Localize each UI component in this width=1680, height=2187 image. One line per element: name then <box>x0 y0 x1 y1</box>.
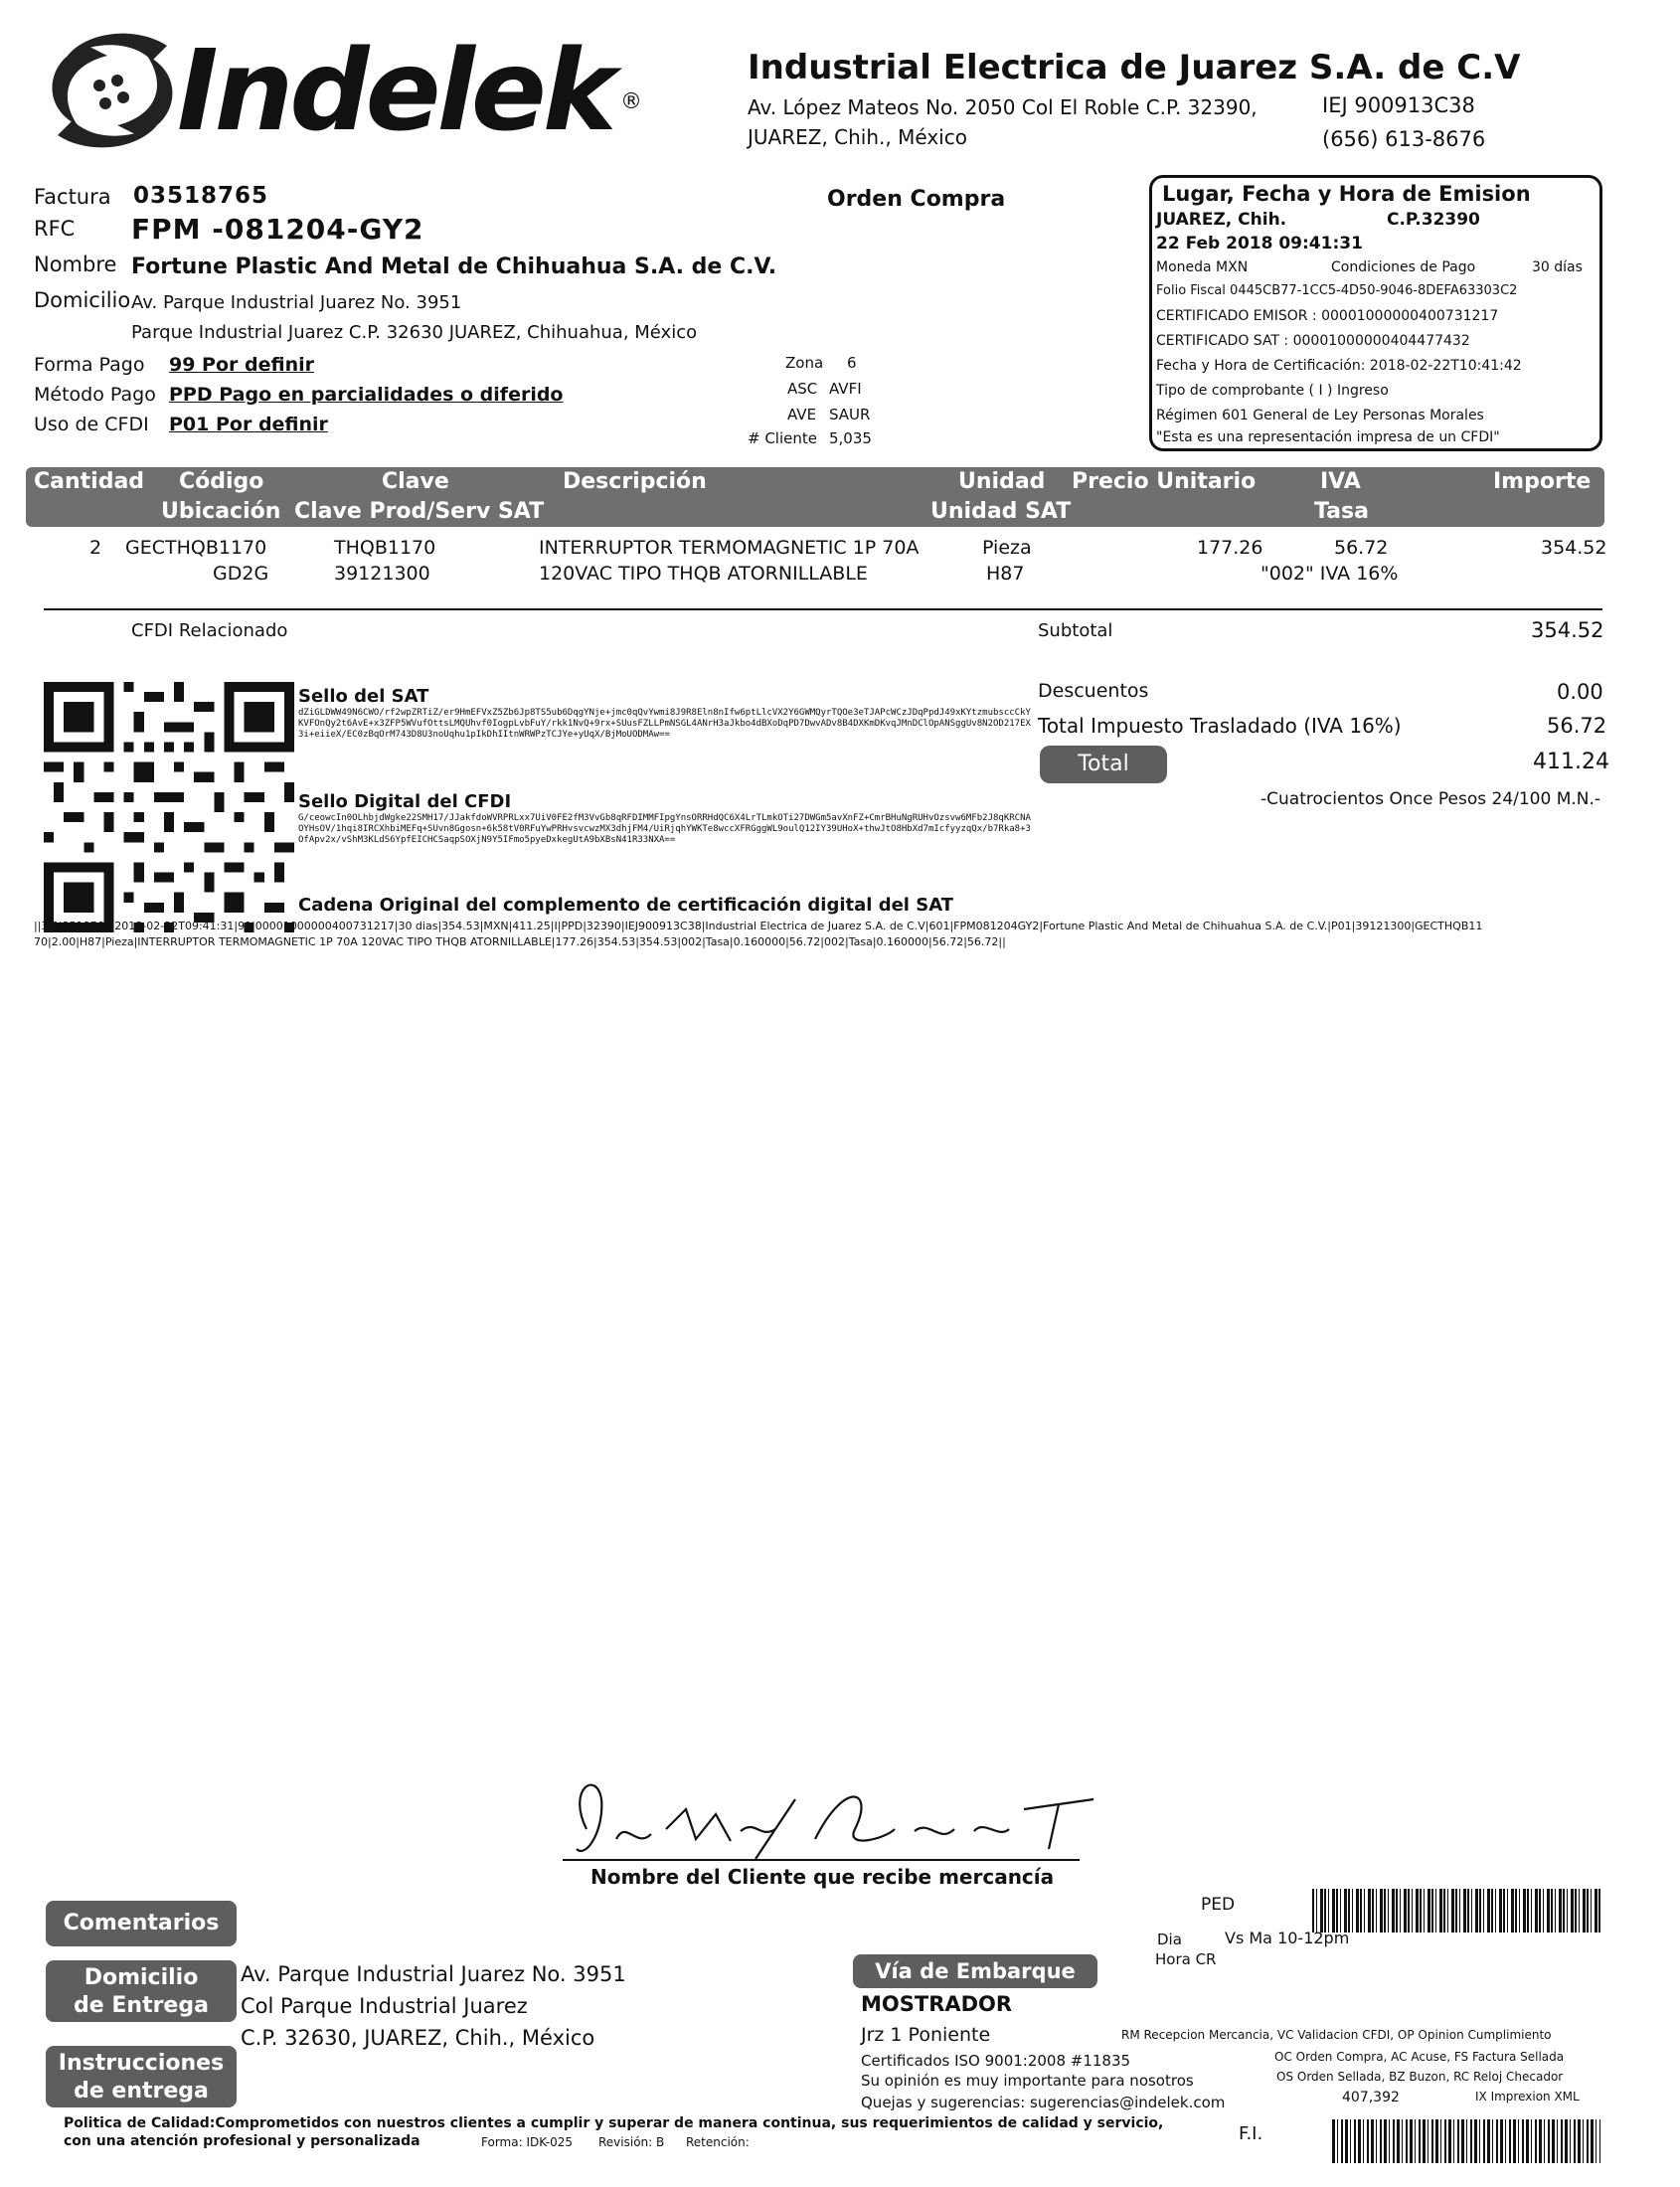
customer-name: Fortune Plastic And Metal de Chihuahua S.A. de C.V. <box>131 254 777 279</box>
rfc-label: RFC <box>34 217 76 241</box>
uso-cfdi-label: Uso de CFDI <box>34 414 149 435</box>
metodo-pago-label: Método Pago <box>34 384 156 406</box>
descuentos-label: Descuentos <box>1038 680 1149 702</box>
th-codigo: Código <box>179 469 264 494</box>
th-descripcion: Descripción <box>563 469 707 494</box>
subtotal-label: Subtotal <box>1038 620 1113 641</box>
orden-compra-label: Orden Compra <box>827 187 1006 212</box>
fecha-certificacion: Fecha y Hora de Certificación: 2018-02-22T10:41:42 <box>1156 358 1522 374</box>
dias-credito: 30 días <box>1532 259 1583 275</box>
row-ubicacion: GD2G <box>213 563 269 585</box>
retencion: Retención: <box>686 2135 750 2149</box>
barcode-top <box>1312 1889 1600 1933</box>
via-embarque-value: MOSTRADOR <box>861 1992 1013 2016</box>
domicilio-entrega-line-2: de Entrega <box>74 1993 209 2018</box>
row-cantidad: 2 <box>89 537 102 559</box>
company-rfc: IEJ 900913C38 <box>1322 93 1475 117</box>
sello-cfdi-value: G/ceowcIn0OLhbjdWgke22SMH17/JJakfdoWVRPRLxx7UiV0FE2fM3VvGb8qRFDIMMFIpgYnsORRHdQC6X4LrTLmkOTi27DWGm5avXnFZ+CmrBHuNgRUHvOzsvw6MFb2J8qKRCNAOYHsOV/1hqi8IRCXhbiMEFq+SUvn8Ggosn+6k58tV0RFuYwPRHvsvcwzMX3dhjFM4/UiRjqhYWKTe8wccXFRGggWL9oulQ12IY39UHoX+thwJtO8HbXd7mIcfyyzqQx/b7Rka8+3OfApv2x/vShM3KLdS6YpfEICHCSaqpSOXjN9Y5IFmo5pyeDxkegUtA9bXBsN41R33NXA== <box>298 813 1031 845</box>
asc-label: ASC <box>787 380 818 398</box>
iso-cert: Certificados ISO 9001:2008 #11835 <box>861 2052 1131 2070</box>
row-unidad: Pieza <box>982 537 1032 559</box>
th-importe: Importe <box>1493 469 1592 494</box>
impuesto-label: Total Impuesto Trasladado (IVA 16%) <box>1038 714 1402 738</box>
hora-cr: Hora CR <box>1155 1950 1217 1968</box>
emission-place: JUAREZ, Chih. <box>1156 210 1287 230</box>
row-precio: 177.26 <box>1197 537 1263 559</box>
entrega-address-2: Col Parque Industrial Juarez <box>241 1994 528 2018</box>
th-cantidad: Cantidad <box>34 469 145 494</box>
table-row <box>26 533 1607 592</box>
row-codigo: GECTHQB1170 <box>125 537 267 559</box>
company-address-1: Av. López Mateos No. 2050 Col El Roble C.P. 32390, <box>748 95 1258 119</box>
subtotal-value: 354.52 <box>1531 618 1604 642</box>
emission-box <box>1149 175 1602 451</box>
metodo-pago-value: PPD Pago en parcialidades o diferido <box>169 384 564 406</box>
row-clave: THQB1170 <box>334 537 436 559</box>
signature-icon <box>557 1769 1113 1869</box>
entrega-address-3: C.P. 32630, JUAREZ, Chih., México <box>241 2026 595 2050</box>
row-descripcion-1: INTERRUPTOR TERMOMAGNETIC 1P 70A <box>539 537 920 559</box>
ave-label: AVE <box>787 406 817 423</box>
entrega-address-1: Av. Parque Industrial Juarez No. 3951 <box>241 1962 626 1986</box>
domicilio-entrega-line-1: Domicilio <box>84 1965 199 1990</box>
dia-label: Dia <box>1157 1931 1182 1948</box>
comentarios-label: Comentarios <box>46 1901 237 1946</box>
row-clave-prod: 39121300 <box>334 563 430 585</box>
company-name: Industrial Electrica de Juarez S.A. de C.V <box>748 48 1521 87</box>
company-address-2: JUAREZ, Chih., México <box>748 125 967 149</box>
asc-value: AVFI <box>829 380 862 398</box>
total-letra: -Cuatrocientos Once Pesos 24/100 M.N.- <box>1260 789 1601 809</box>
signature <box>557 1769 1113 1869</box>
sello-sat-value: dZiGLDWW49N6CWO/rf2wpZRTiZ/er9HmEFVxZ5Zb6Jp8TS5ub6DqgYNje+jmc0qQvYwmi8J9R8Eln8nIfw6ptLlcVX2Y6GWMQyrTQOe3eTJAPcWCzJDqPpdJ49xKYtzmubsccCkYKVFOnQy2t6AvE+x3ZFP5WVufOttsLMQUhvf0IogpLvbFuY/rkk1NvQ+9rx+SUusFZLLPmNSGL4ANrH3aJkbo4dBXoDqPD7DwvADv8B4DXKmDKvqJMnDClOpANSggUv8N2OD217EX3i+eiieX/EC0zBqOrM743D8U3noUqhu1pIkDhIItnWRWPzTCJYe+yUqX/BjMoUODMAw== <box>298 708 1031 740</box>
reference-number: 407,392 <box>1342 2090 1400 2105</box>
certificado-emisor: CERTIFICADO EMISOR : 00001000000400731217 <box>1156 308 1499 324</box>
regimen: Régimen 601 General de Ley Personas Morales <box>1156 408 1484 423</box>
total-label: Total <box>1040 746 1167 783</box>
nombre-label: Nombre <box>34 252 117 276</box>
domicilio-label: Domicilio <box>34 288 131 312</box>
sello-sat-title: Sello del SAT <box>298 686 429 707</box>
factura-number: 03518765 <box>133 183 269 209</box>
tipo-comprobante: Tipo de comprobante ( I ) Ingreso <box>1156 383 1389 399</box>
cfdi-relacionado: CFDI Relacionado <box>131 620 288 641</box>
th-clave-prod: Clave Prod/Serv SAT <box>294 499 545 524</box>
sucursal: Jrz 1 Poniente <box>861 2024 991 2046</box>
th-tasa: Tasa <box>1314 499 1369 524</box>
forma-pago-value: 99 Por definir <box>169 354 314 376</box>
folio-fiscal: Folio Fiscal 0445CB77-1CC5-4D50-9046-8DEFA63303C2 <box>1156 283 1518 298</box>
forma-code: Forma: IDK-025 <box>481 2135 574 2149</box>
th-unidad: Unidad <box>958 469 1046 494</box>
revision: Revisión: B <box>598 2135 665 2149</box>
codes-line-4: IX Imprexion XML <box>1475 2090 1580 2103</box>
emission-title: Lugar, Fecha y Hora de Emision <box>1162 182 1531 206</box>
codes-line-3: OS Orden Sellada, BZ Buzon, RC Reloj Checador <box>1276 2070 1564 2084</box>
dia-value: Vs Ma 10-12pm <box>1225 1929 1350 1947</box>
certificado-sat: CERTIFICADO SAT : 00001000000404477432 <box>1156 333 1470 349</box>
customer-address-2: Parque Industrial Juarez C.P. 32630 JUAREZ, Chihuahua, México <box>131 322 698 343</box>
row-tasa: "002" IVA 16% <box>1260 563 1399 585</box>
cliente-value: 5,035 <box>829 429 872 447</box>
fi-label: F.I. <box>1239 2123 1263 2144</box>
instrucciones-entrega-label <box>46 2046 237 2107</box>
opinion: Su opinión es muy importante para nosotros <box>861 2072 1194 2090</box>
impuesto-value: 56.72 <box>1547 714 1607 738</box>
logo-registered-mark: ® <box>620 89 642 114</box>
logo-wordmark: Indelek <box>177 27 613 156</box>
domicilio-entrega-label <box>46 1960 237 2022</box>
company-phone: (656) 613-8676 <box>1322 127 1486 151</box>
instrucciones-line-1: Instrucciones <box>58 2051 225 2076</box>
signature-label: Nombre del Cliente que recibe mercancía <box>590 1865 1055 1889</box>
row-importe: 354.52 <box>1541 537 1607 559</box>
politica-calidad-2: con una atención profesional y personalizada <box>64 2133 420 2149</box>
zona-value: 6 <box>847 354 857 372</box>
customer-rfc: FPM -081204-GY2 <box>131 213 424 246</box>
row-unidad-sat: H87 <box>986 563 1025 585</box>
forma-pago-label: Forma Pago <box>34 354 145 376</box>
customer-address-1: Av. Parque Industrial Juarez No. 3951 <box>131 292 462 313</box>
logo-swirl-icon <box>28 26 197 155</box>
instrucciones-line-2: de entrega <box>74 2079 209 2103</box>
ped-label: PED <box>1201 1895 1236 1915</box>
ave-value: SAUR <box>829 406 871 423</box>
emission-datetime: 22 Feb 2018 09:41:31 <box>1156 234 1363 253</box>
company-logo <box>28 26 664 155</box>
total-value: 411.24 <box>1533 750 1609 774</box>
sello-cfdi-title: Sello Digital del CFDI <box>298 791 512 812</box>
qr-code <box>44 682 294 932</box>
th-iva: IVA <box>1320 469 1361 494</box>
th-precio: Precio Unitario <box>1072 469 1257 494</box>
factura-label: Factura <box>34 185 111 209</box>
codes-line-2: OC Orden Compra, AC Acuse, FS Factura Sellada <box>1274 2050 1565 2064</box>
th-ubicacion: Ubicación <box>161 499 281 524</box>
qr-code-icon <box>44 682 294 932</box>
cadena-title: Cadena Original del complemento de certificación digital del SAT <box>298 895 954 916</box>
codes-line-1: RM Recepcion Mercancia, VC Validacion CFDI, OP Opinion Cumplimiento <box>1121 2028 1552 2042</box>
divider <box>44 608 1602 610</box>
items-table-header <box>26 467 1604 527</box>
uso-cfdi-value: P01 Por definir <box>169 414 328 435</box>
row-descripcion-2: 120VAC TIPO THQB ATORNILLABLE <box>539 563 868 585</box>
emission-cp: C.P.32390 <box>1387 210 1480 230</box>
signature-line <box>563 1859 1080 1861</box>
th-clave: Clave <box>382 469 449 494</box>
descuentos-value: 0.00 <box>1557 680 1603 704</box>
th-unidad-sat: Unidad SAT <box>930 499 1072 524</box>
quejas: Quejas y sugerencias: sugerencias@indelek.com <box>861 2094 1226 2111</box>
via-embarque-label: Vía de Embarque <box>853 1954 1097 1988</box>
moneda: Moneda MXN <box>1156 259 1249 275</box>
cliente-label: # Cliente <box>748 429 817 447</box>
cadena-value: ||3.3|3518765|2018-02-22T09:41:31|99|00001000000400731217|30 dias|354.53|MXN|411.25|I|PPD|32390|IEJ900913C38|Industrial Electrica de Juarez S.A. de C.V|601|FPM081204GY2|Fortune Plastic And Metal de Chihuahua S.A. de C.V.|P01|39121300|GECTHQB1170|2.00|H87|Pieza|INTERRUPTOR TERMOMAGNETIC 1P 70A 120VAC TIPO THQB ATORNILLABLE|177.26|354.53|354.53|002|Tasa|0.160000|56.72|002|Tasa|0.160000|56.72|56.72|| <box>34 920 1483 948</box>
representacion-impresa: "Esta es una representación impresa de un CFDI" <box>1156 429 1500 445</box>
barcode-bottom <box>1332 2119 1600 2163</box>
condiciones-pago: Condiciones de Pago <box>1331 259 1476 275</box>
politica-calidad: Politica de Calidad:Comprometidos con nuestros clientes a cumplir y superar de manera continua, sus requerimientos de calidad y servicio, <box>64 2115 1164 2131</box>
row-iva: 56.72 <box>1334 537 1389 559</box>
zona-label: Zona <box>785 354 824 372</box>
